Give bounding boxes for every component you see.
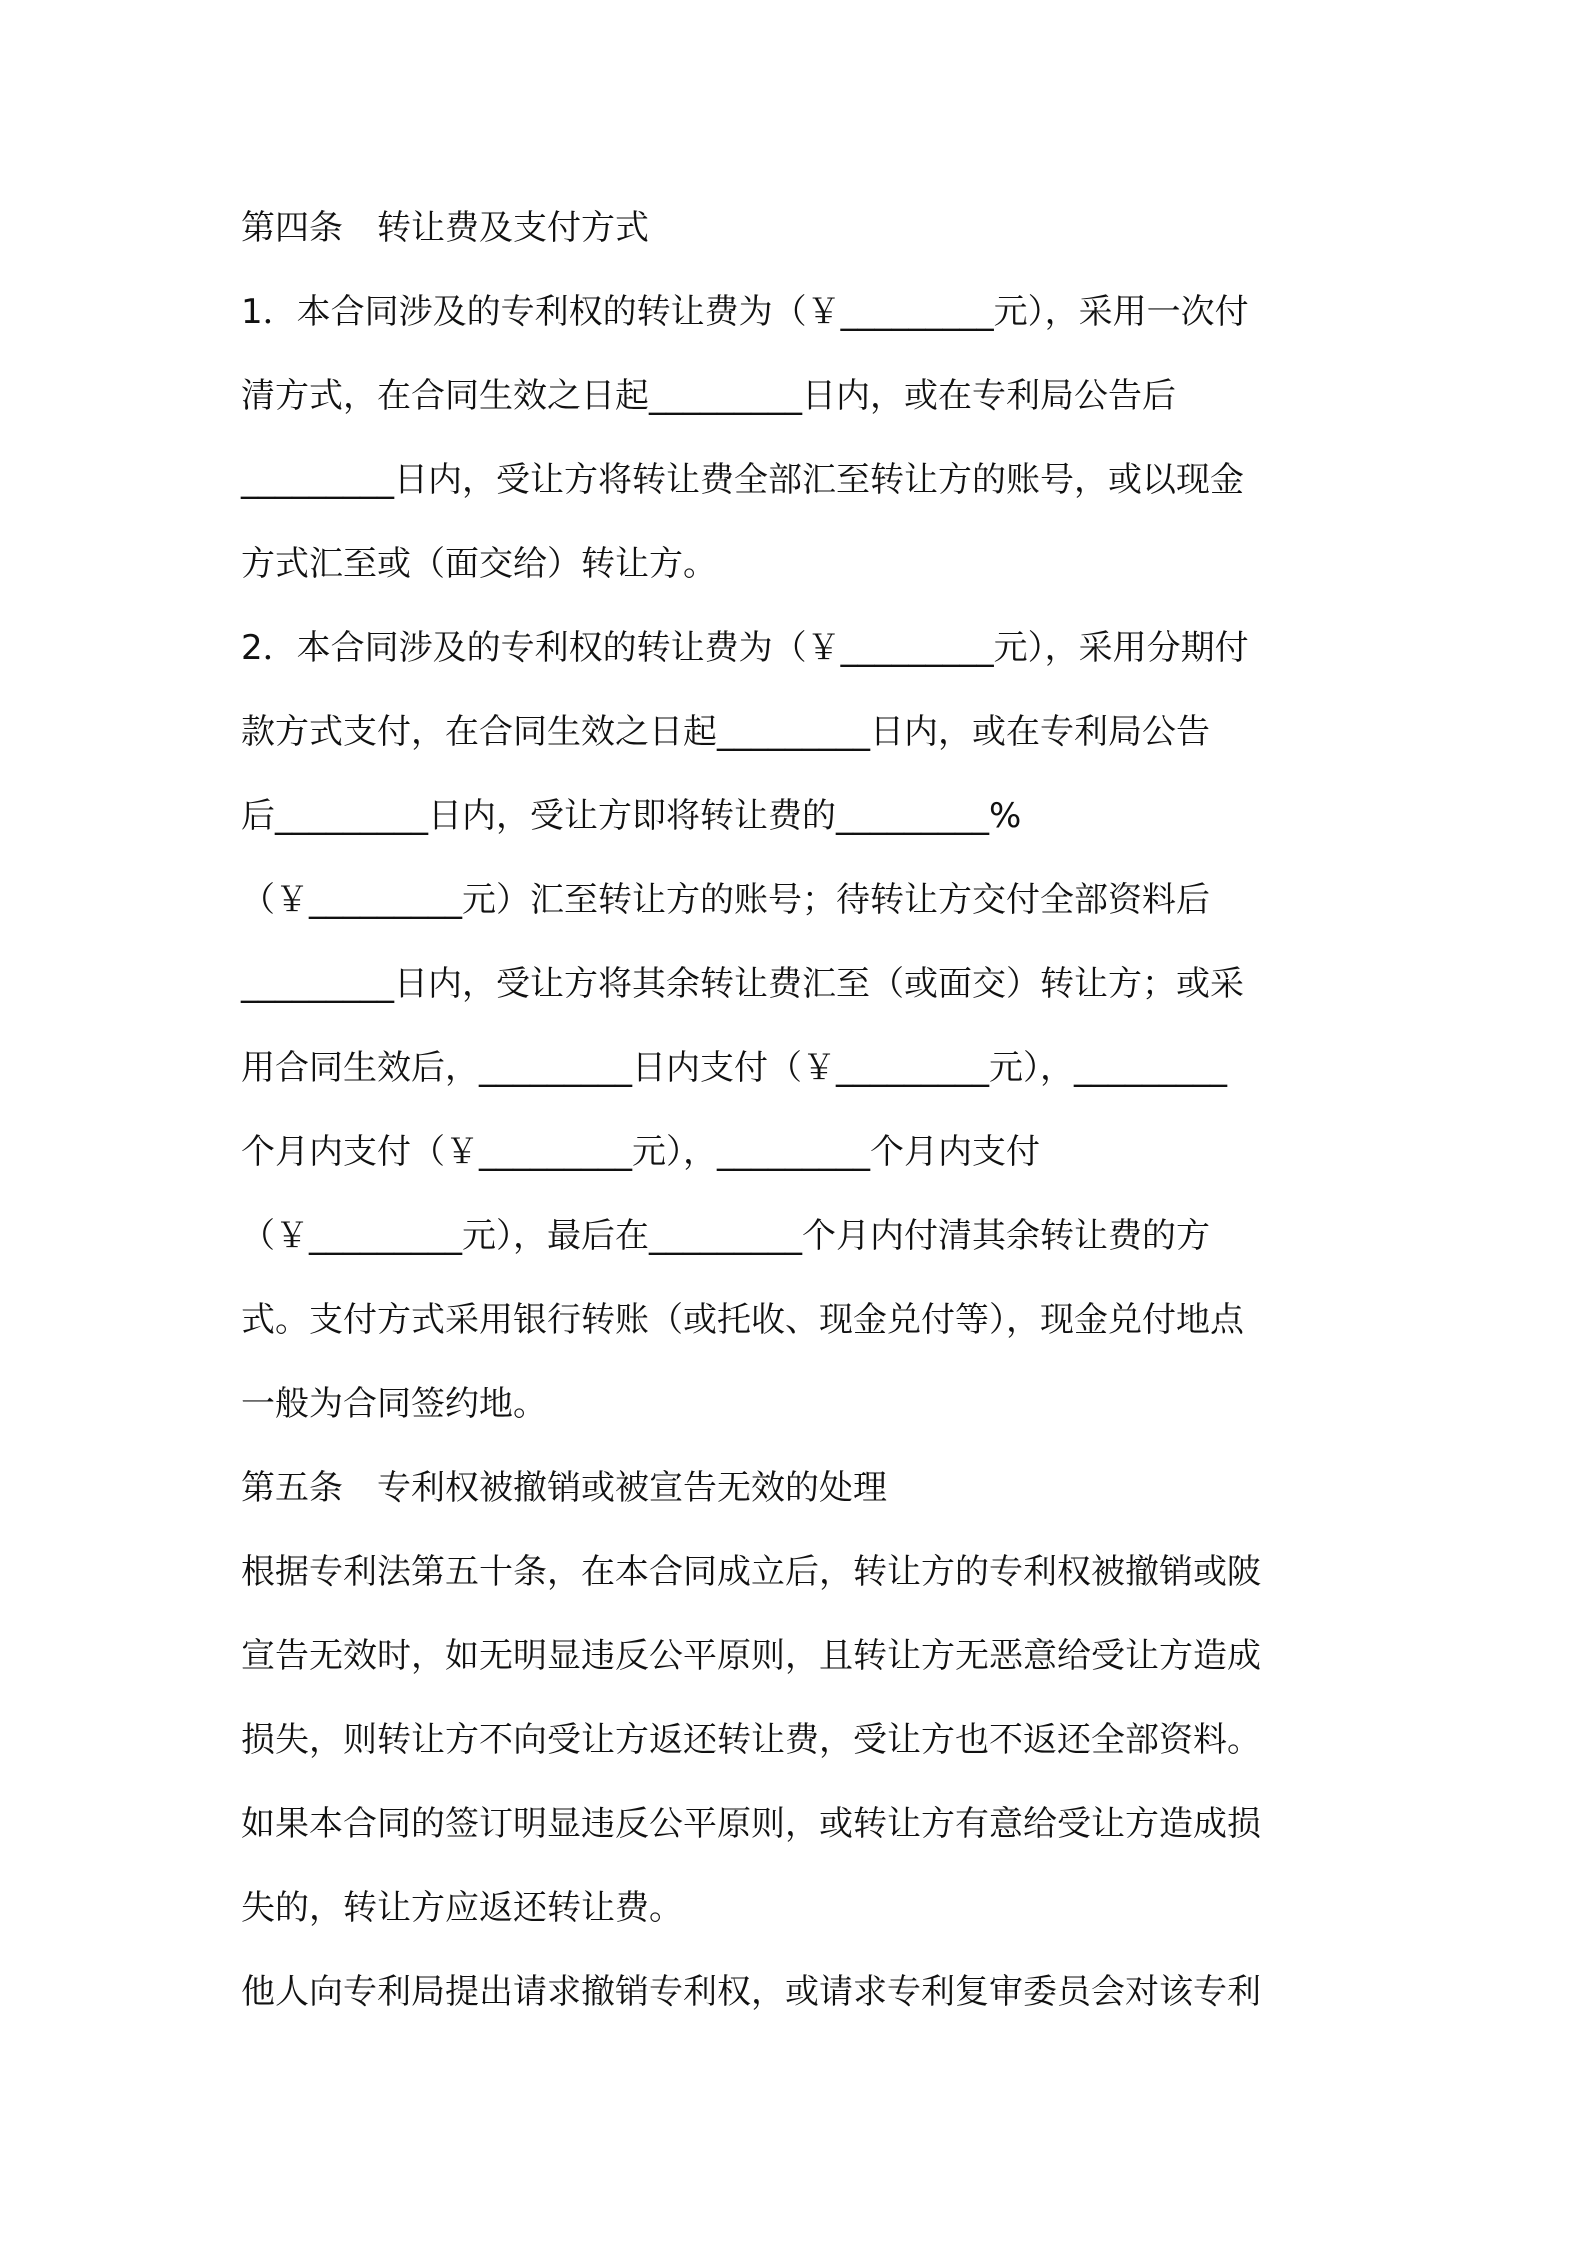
paragraph-line: _________日内，受让方将转让费全部汇至转让方的账号，或以现金 — [241, 460, 1244, 500]
paragraph-line: （￥_________元）汇至转让方的账号；待转让方交付全部资料后 — [241, 880, 1210, 920]
paragraph-line: 个月内支付（￥_________元），_________个月内支付 — [241, 1132, 1040, 1172]
article-4-heading: 第四条 转让费及支付方式 — [241, 208, 649, 248]
paragraph-line: 清方式，在合同生效之日起_________日内，或在专利局公告后 — [241, 376, 1176, 416]
paragraph-line: 用合同生效后，_________日内支付（￥_________元），_________ — [241, 1048, 1227, 1088]
paragraph-line: 根据专利法第五十条，在本合同成立后，转让方的专利权被撤销或陂 — [241, 1552, 1261, 1592]
paragraph-line: 如果本合同的签订明显违反公平原则，或转让方有意给受让方造成损 — [241, 1804, 1261, 1844]
paragraph-line: _________日内，受让方将其余转让费汇至（或面交）转让方；或采 — [241, 964, 1244, 1004]
paragraph-line: 方式汇至或（面交给）转让方。 — [241, 544, 717, 584]
paragraph-line: 后_________日内，受让方即将转让费的_________% — [241, 796, 1022, 836]
paragraph-line: 一般为合同签约地。 — [241, 1384, 547, 1424]
paragraph-line: 1．本合同涉及的专利权的转让费为（￥_________元），采用一次付 — [241, 292, 1249, 332]
article-5-heading: 第五条 专利权被撤销或被宣告无效的处理 — [241, 1468, 887, 1508]
paragraph-line: 2．本合同涉及的专利权的转让费为（￥_________元），采用分期付 — [241, 628, 1249, 668]
paragraph-line: 式。支付方式采用银行转账（或托收、现金兑付等），现金兑付地点 — [241, 1300, 1244, 1340]
paragraph-line: 失的，转让方应返还转让费。 — [241, 1888, 683, 1928]
paragraph-line: 损失，则转让方不向受让方返还转让费，受让方也不返还全部资料。 — [241, 1720, 1261, 1760]
paragraph-line: 宣告无效时，如无明显违反公平原则，且转让方无恶意给受让方造成 — [241, 1636, 1261, 1676]
paragraph-line: 他人向专利局提出请求撤销专利权，或请求专利复审委员会对该专利 — [241, 1972, 1261, 2012]
paragraph-line: 款方式支付，在合同生效之日起_________日内，或在专利局公告 — [241, 712, 1210, 752]
paragraph-line: （￥_________元），最后在_________个月内付清其余转让费的方 — [241, 1216, 1210, 1256]
